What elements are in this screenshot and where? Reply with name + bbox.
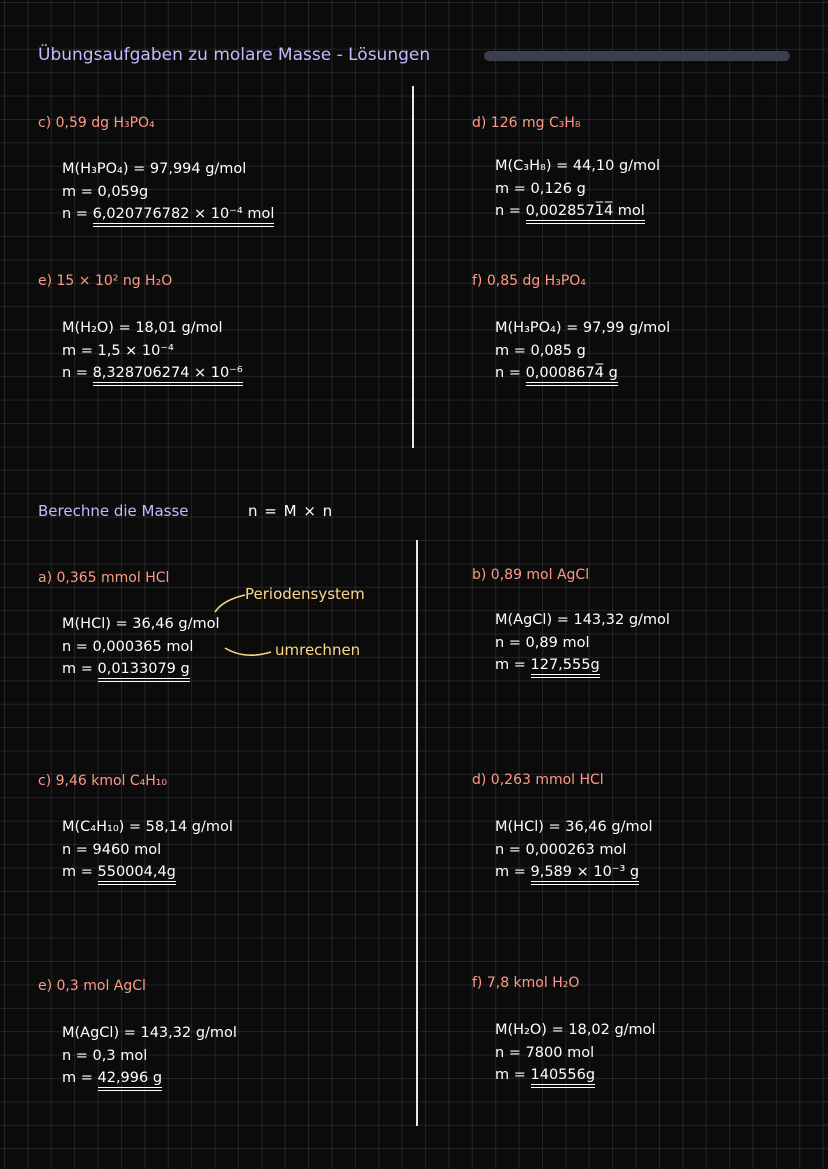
exercise-e-result-row [62, 362, 243, 385]
exercise-d-result-prefix: n = [495, 203, 526, 219]
note-umrechnen: umrechnen [275, 641, 361, 659]
mass-exercise-b-line-1: M(AgCl) = 143,32 g/mol [495, 612, 670, 628]
column-divider-top [412, 86, 414, 448]
annotation-line-top [215, 595, 245, 612]
page-title: Übungsaufgaben zu molare Masse - Lösungen [38, 45, 431, 65]
annotation-lines [205, 590, 255, 670]
mass-exercise-d-result: 9,589 × 10⁻³ g [531, 864, 640, 885]
exercise-d-result-row [495, 200, 660, 223]
title-highlight-bar [484, 51, 790, 61]
mass-exercise-e-solution [62, 1022, 237, 1090]
exercise-e-line-2: m = 1,5 × 10⁻⁴ [62, 342, 174, 359]
exercise-c-result-row [62, 203, 274, 226]
mass-exercise-f-solution [495, 1019, 656, 1087]
exercise-d-line-1: M(C₃H₈) = 44,10 g/mol [495, 158, 661, 174]
exercise-e-heading: e) 15 × 10² ng H₂O [38, 273, 173, 289]
exercise-d-heading: d) 126 mg C₃H₈ [472, 115, 581, 131]
mass-exercise-c-line-1: M(C₄H₁₀) = 58,14 g/mol [62, 819, 233, 835]
exercise-c-line-2: m = 0,059g [62, 183, 149, 200]
mass-exercise-b-result-prefix: m = [495, 657, 531, 673]
mass-exercise-d-result-row [495, 861, 652, 884]
annotation-line-bottom [225, 648, 271, 655]
mass-exercise-a-line-2: n = 0,000365 mol [62, 638, 194, 655]
exercise-f-result: 0,00086​74̅ g [526, 365, 618, 386]
exercise-c-result: 6,0207767​82 × 10⁻⁴ mol [93, 206, 275, 227]
mass-exercise-e-line-2: n = 0,3 mol [62, 1047, 148, 1064]
mass-exercise-d-line-1: M(HCl) = 36,46 g/mol [495, 819, 653, 835]
mass-exercise-a-result-row [62, 658, 219, 681]
mass-exercise-b-heading: b) 0,89 mol AgCl [472, 567, 590, 583]
exercise-c-result-prefix: n = [62, 206, 93, 222]
exercise-e-solution [62, 317, 243, 385]
mass-exercise-f-line-1: M(H₂O) = 18,02 g/mol [495, 1022, 656, 1038]
mass-exercise-f-result-prefix: m = [495, 1067, 531, 1083]
mass-exercise-b-line-2: n = 0,89 mol [495, 634, 590, 651]
mass-exercise-d-heading: d) 0,263 mmol HCl [472, 772, 604, 788]
mass-exercise-a-heading: a) 0,365 mmol HCl [38, 570, 170, 586]
mass-exercise-e-result: 42,996 g [98, 1070, 163, 1091]
note-periodensystem: Periodensystem [245, 585, 365, 603]
mass-exercise-e-result-row [62, 1067, 237, 1090]
section-title-mass: Berechne die Masse [38, 502, 189, 520]
column-divider-bottom [416, 540, 418, 1126]
mass-exercise-a-line-1: M(HCl) = 36,46 g/mol [62, 616, 220, 632]
mass-exercise-e-result-prefix: m = [62, 1070, 98, 1086]
exercise-f-solution [495, 317, 670, 385]
exercise-c-line-1: M(H₃PO₄) = 97,994 g/mol [62, 161, 247, 177]
mass-exercise-b-solution [495, 609, 670, 677]
mass-exercise-b-result: 127,555g [531, 657, 600, 678]
mass-exercise-f-result: 140556g [531, 1067, 596, 1088]
mass-exercise-f-heading: f) 7,8 kmol H₂O [472, 975, 580, 991]
mass-exercise-f-line-2: n = 7800 mol [495, 1044, 595, 1061]
mass-exercise-d-line-2: n = 0,000263 mol [495, 841, 627, 858]
exercise-f-line-2: m = 0,085 g [495, 342, 586, 359]
mass-exercise-c-result: 550004,4g [98, 864, 176, 885]
mass-exercise-d-solution [495, 816, 652, 884]
mass-exercise-e-line-1: M(AgCl) = 143,32 g/mol [62, 1025, 237, 1041]
exercise-f-line-1: M(H₃PO₄) = 97,99 g/mol [495, 320, 671, 336]
exercise-f-result-prefix: n = [495, 365, 526, 381]
exercise-e-result-prefix: n = [62, 365, 93, 381]
mass-exercise-a-result: 0,0133079 g [98, 661, 190, 682]
mass-exercise-c-result-prefix: m = [62, 864, 98, 880]
exercise-c-solution [62, 158, 274, 226]
mass-exercise-c-line-2: n = 9460 mol [62, 841, 162, 858]
mass-exercise-c-heading: c) 9,46 kmol C₄H₁₀ [38, 773, 168, 789]
mass-exercise-a-solution [62, 613, 219, 681]
mass-exercise-f-result-row [495, 1064, 656, 1087]
mass-exercise-a-result-prefix: m = [62, 661, 98, 677]
mass-exercise-c-solution [62, 816, 233, 884]
exercise-d-line-2: m = 0,126 g [495, 180, 586, 197]
mass-exercise-e-heading: e) 0,3 mol AgCl [38, 978, 146, 994]
exercise-f-heading: f) 0,85 dg H₃PO₄ [472, 273, 586, 289]
exercise-d-solution [495, 155, 660, 223]
mass-exercise-c-result-row [62, 861, 233, 884]
mass-formula: n = M × n [248, 502, 334, 520]
mass-exercise-d-result-prefix: m = [495, 864, 531, 880]
exercise-c-heading: c) 0,59 dg H₃PO₄ [38, 115, 155, 131]
exercise-e-result: 8,328706274 × 10⁻⁶ [93, 365, 243, 386]
exercise-e-line-1: M(H₂O) = 18,01 g/mol [62, 320, 223, 336]
exercise-f-result-row [495, 362, 670, 385]
exercise-d-result: 0,0028571̅4̅ mol [526, 203, 645, 224]
mass-exercise-b-result-row [495, 654, 670, 677]
